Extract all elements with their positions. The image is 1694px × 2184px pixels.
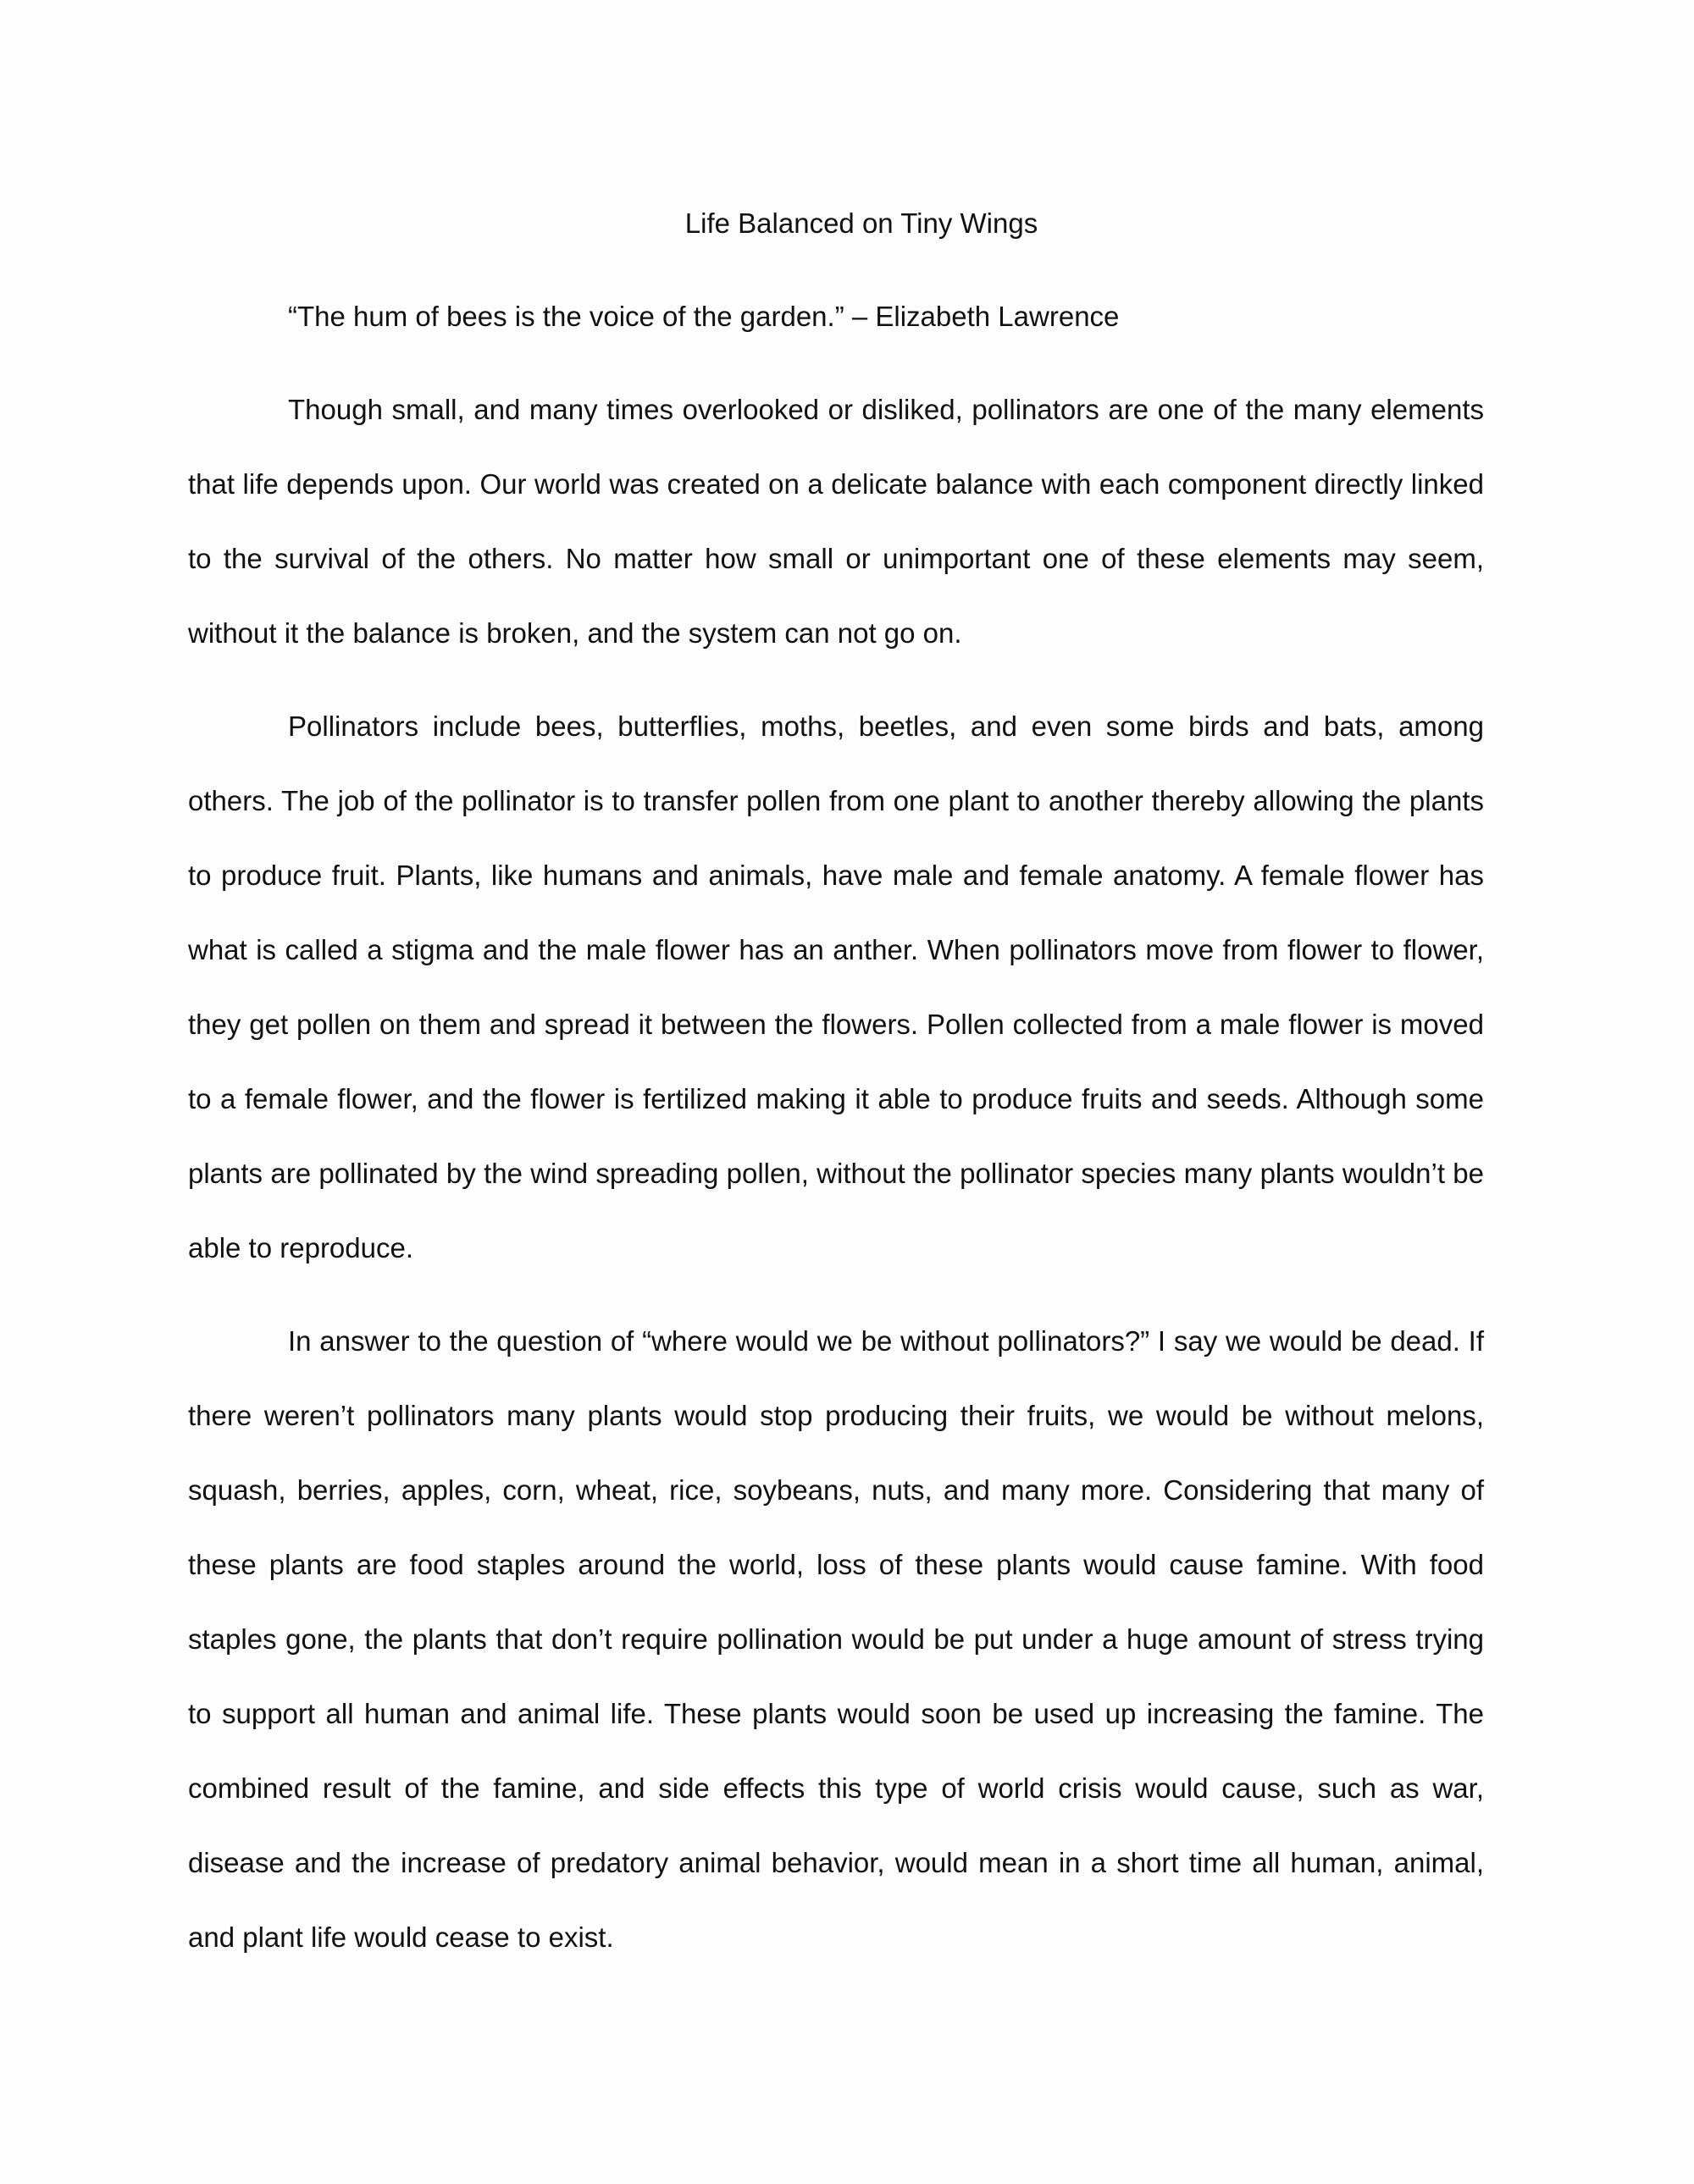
- essay-title: Life Balanced on Tiny Wings: [684, 207, 1038, 239]
- epigraph-quote: “The hum of bees is the voice of the garden.” – Elizabeth Lawrence: [288, 301, 1120, 332]
- paragraph-1: Though small, and many times overlooked or disliked, pollinators are one of the many elements that life depends upon. Our world was created on a delicate balance with each component directly linked to the survival of the others. No matter how small or unimportant one of these elements may seem, without it the balance is broken, and the system can not go on.: [188, 394, 1484, 649]
- paragraph-2: Pollinators include bees, butterflies, moths, beetles, and even some birds and bats, among others. The job of the pollinator is to transfer pollen from one plant to another thereby allowing the plants to produce fruit. Plants, like humans and animals, have male and female anatomy. A female flower has what is called a stigma and the male flower has an anther. When pollinators move from flower to flower, they get pollen on them and spread it between the flowers. Pollen collected from a male flower is moved to a female flower, and the flower is fertilized making it able to produce fruits and seeds. Although some plants are pollinated by the wind spreading pollen, without the pollinator species many plants wouldn’t be able to reproduce.: [188, 710, 1484, 1263]
- essay-body: [188, 186, 1484, 1993]
- paragraph-3: In answer to the question of “where would we be without pollinators?” I say we would be dead. If there weren’t pollinators many plants would stop producing their fruits, we would be without melons, squash, berries, apples, corn, wheat, rice, soybeans, nuts, and many more. Considering that many of these plants are food staples around the world, loss of these plants would cause famine. With food staples gone, the plants that don’t require pollination would be put under a huge amount of stress trying to support all human and animal life. These plants would soon be used up increasing the famine. The combined result of the famine, and side effects this type of world crisis would cause, such as war, disease and the increase of predatory animal behavior, would mean in a short time all human, animal, and plant life would cease to exist.: [188, 1325, 1484, 1953]
